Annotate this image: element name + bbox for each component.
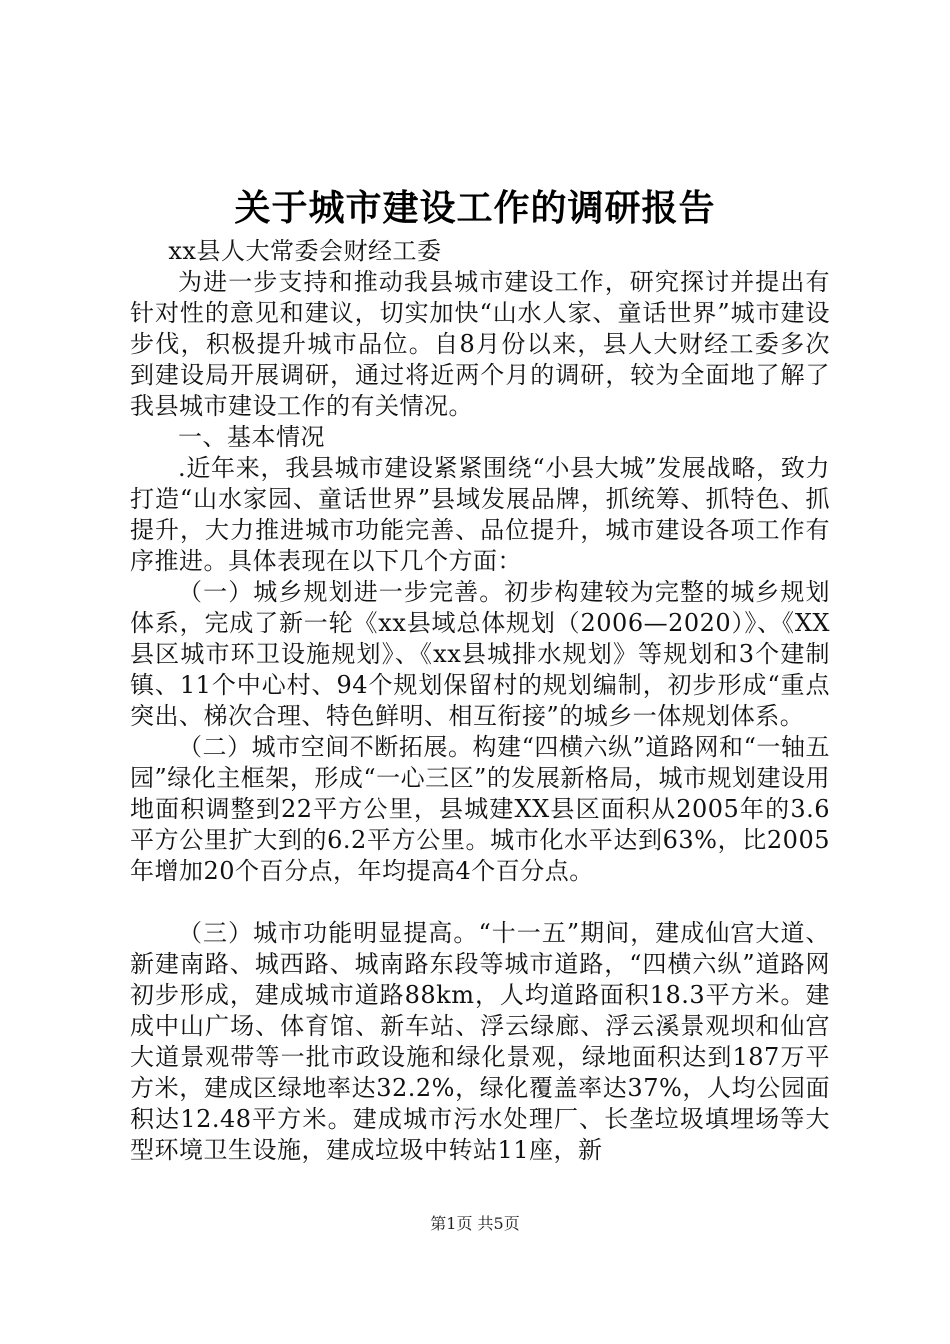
paragraph-intro: 为进一步支持和推动我县城市建设工作，研究探讨并提出有针对性的意见和建议，切实加快“山水人家、童话世界”城市建设步伐，积极提升城市品位。自8月份以来，县人大财经工委多次到建设局开展调研，通过将近两个月的调研，较为全面地了解了我县城市建设工作的有关情况。 [130, 268, 830, 420]
document-title: 关于城市建设工作的调研报告 [234, 187, 716, 229]
author-line: xx县人大常委会财经工委 [168, 237, 442, 265]
document-body [130, 236, 830, 1166]
paragraph-space: （二）城市空间不断拓展。构建“四横六纵”道路网和“一轴五园”绿化主框架，形成“一心三区”的发展新格局，城市规划建设用地面积调整到22平方公里，县城建XX县区面积从2005年的3.6平方公里扩大到的6.2平方公里。城市化水平达到63%，比2005年增加20个百分点，年均提高4个百分点。 [130, 733, 830, 885]
page-number: 第1页 共5页 [430, 1214, 520, 1233]
paragraph-overview: .近年来，我县城市建设紧紧围绕“小县大城”发展战略，致力打造“山水家园、童话世界”县域发展品牌，抓统筹、抓特色、抓提升，大力推进城市功能完善、品位提升，城市建设各项工作有序推进。具体表现在以下几个方面： [130, 454, 830, 575]
section-heading-basic: 一、基本情况 [178, 423, 325, 451]
paragraph-function: （三）城市功能明显提高。“十一五”期间，建成仙宫大道、新建南路、城西路、城南路东段等城市道路，“四横六纵”道路网初步形成，建成城市道路88km，人均道路面积18.3平方米。建成中山广场、体育馆、新车站、浮云绿廊、浮云溪景观坝和仙宫大道景观带等一批市政设施和绿化景观，绿地面积达到187万平方米，建成区绿地率达32.2%，绿化覆盖率达37%，人均公园面积达12.48平方米。建成城市污水处理厂、长垄垃圾填埋场等大型环境卫生设施，建成垃圾中转站11座，新 [130, 919, 830, 1164]
paragraph-planning: （一）城乡规划进一步完善。初步构建较为完整的城乡规划体系，完成了新一轮《xx县域总体规划（2006—2020）》、《XX县区城市环卫设施规划》、《xx县城排水规划》等规划和3个建制镇、11个中心村、94个规划保留村的规划编制，初步形成“重点突出、梯次合理、特色鲜明、相互衔接”的城乡一体规划体系。 [130, 578, 830, 730]
